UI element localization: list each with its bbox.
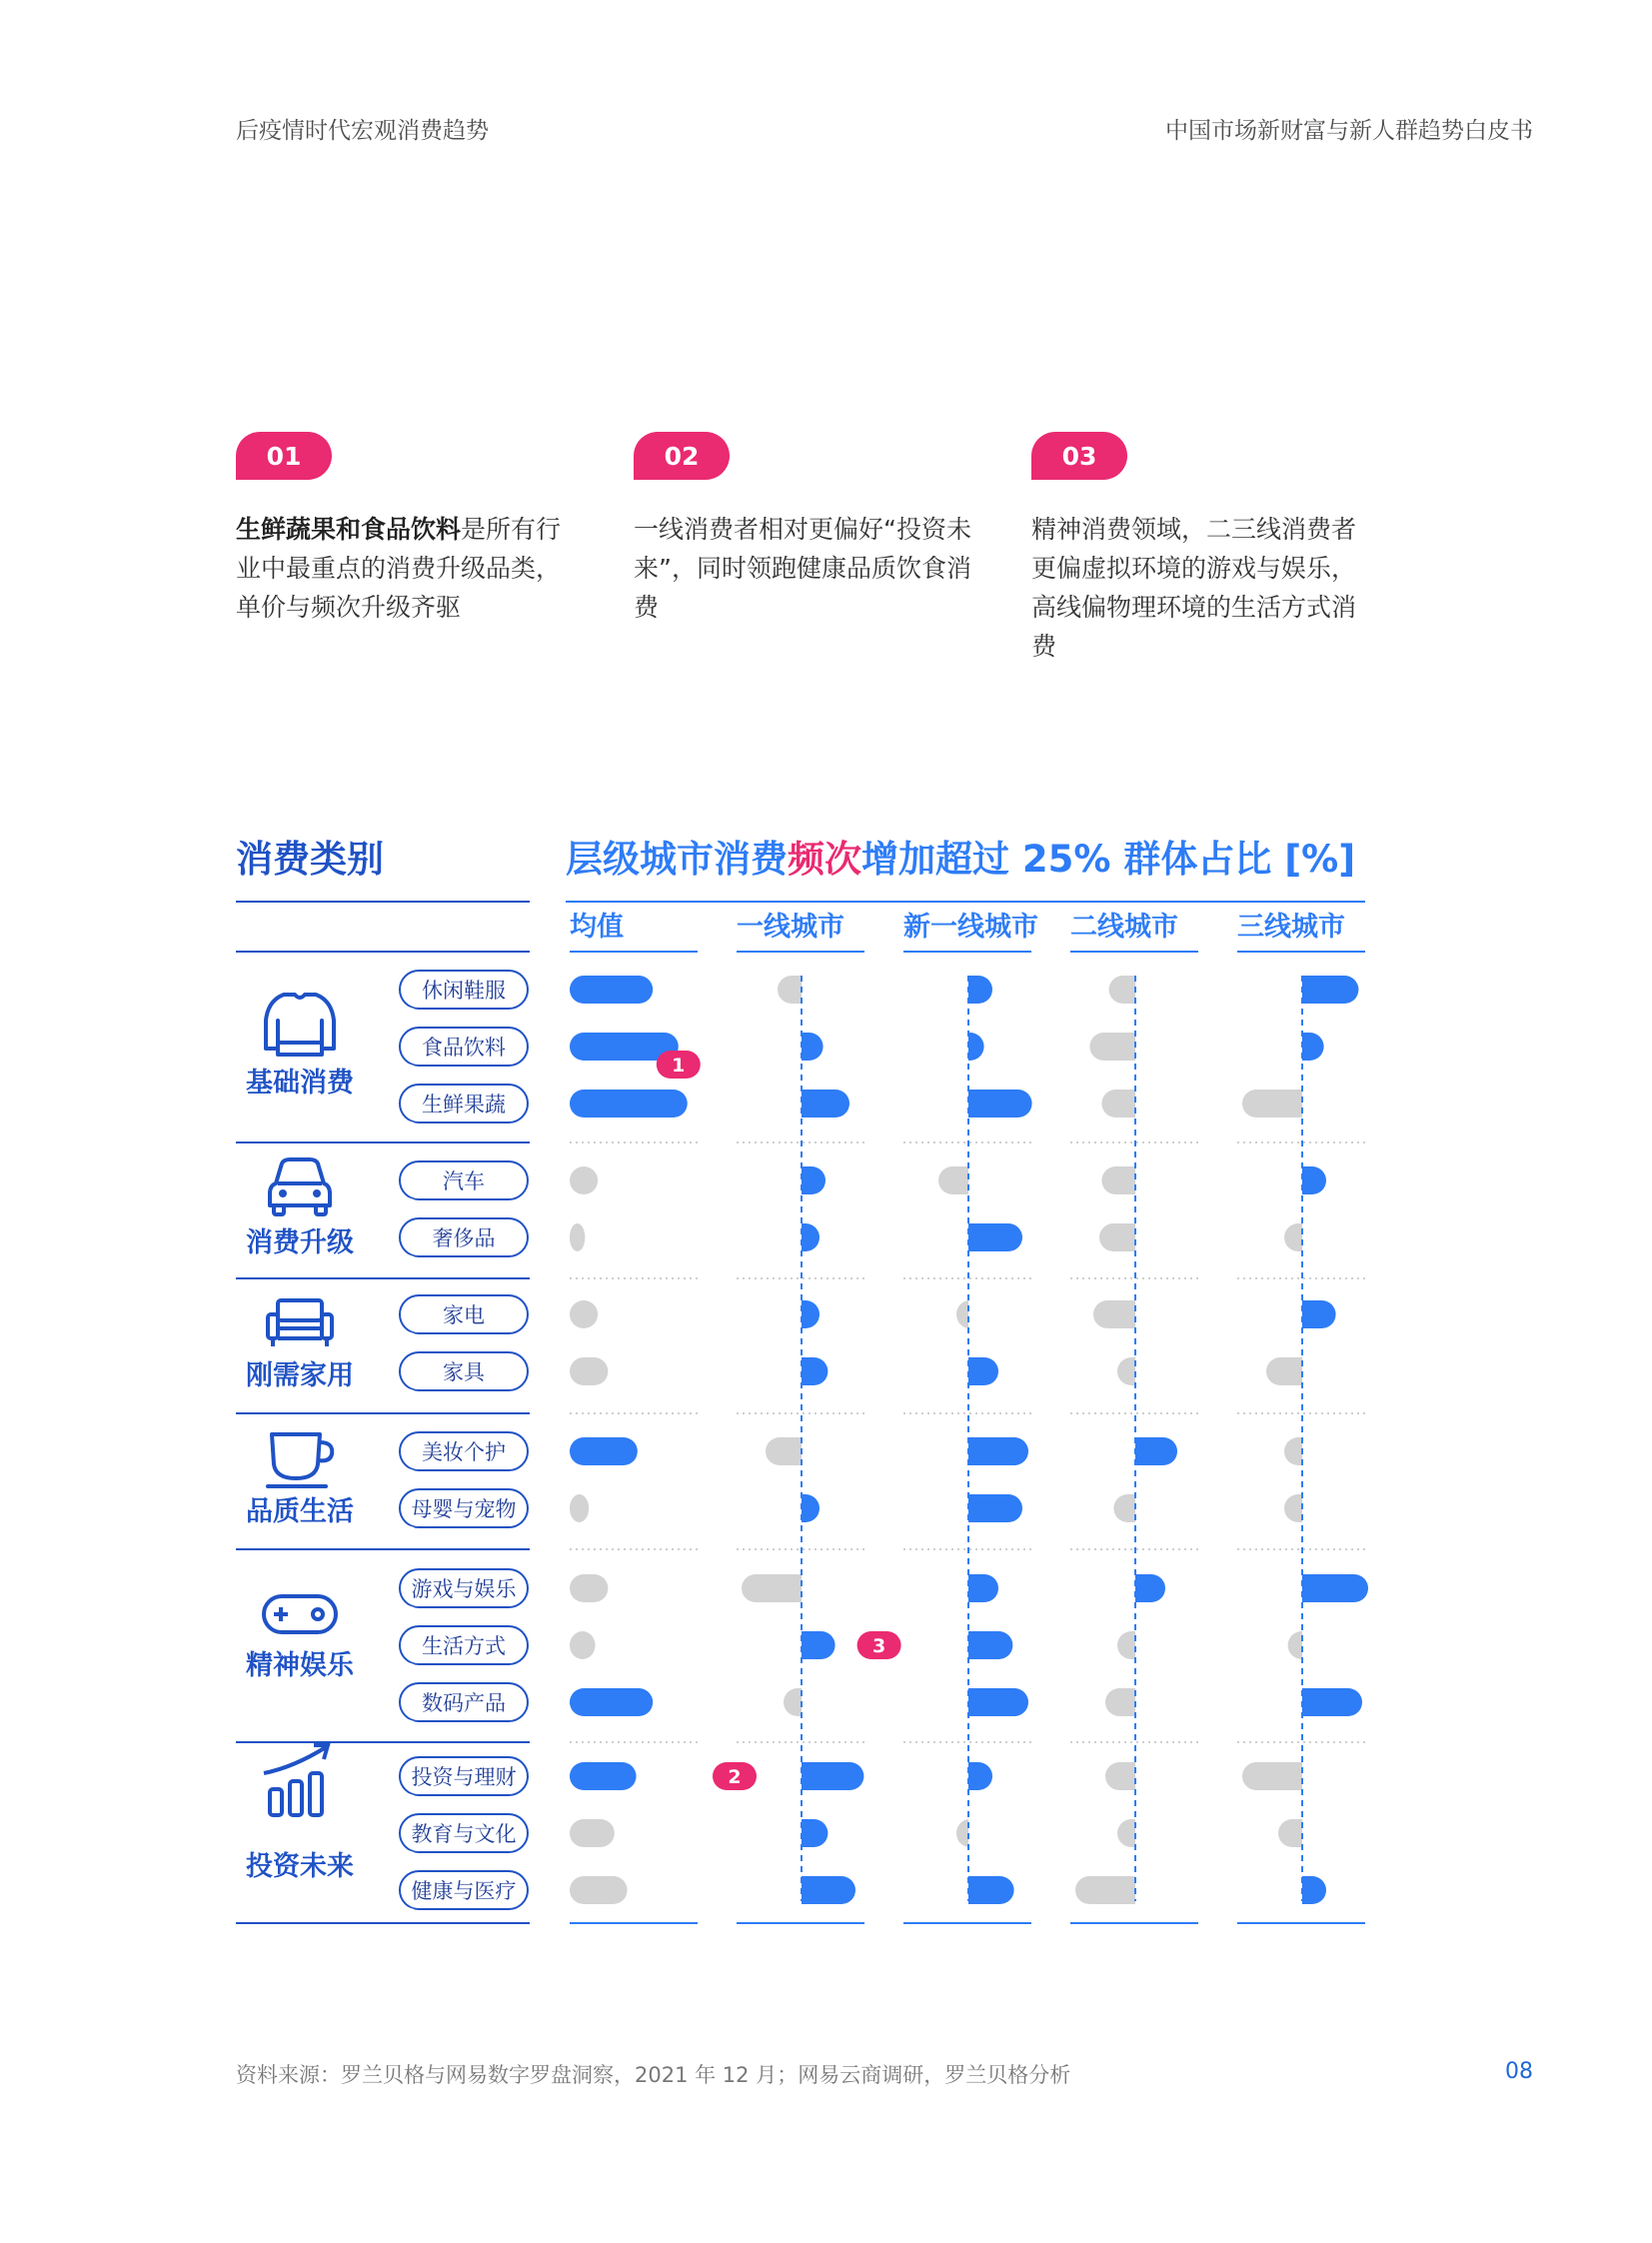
bar-edge-mask: [1302, 1493, 1317, 1523]
key-point-2-body: 一线消费者相对更偏好“投资未来”，同时领跑健康品质饮食消费: [634, 515, 971, 622]
category-label: 食品饮料: [422, 1036, 506, 1060]
bar-edge-mask: [953, 975, 968, 1005]
bar-edge-mask: [1135, 1761, 1150, 1791]
category-label: 家具: [443, 1360, 485, 1384]
average-bar: [570, 1357, 608, 1385]
bar-edge-mask: [1287, 1875, 1302, 1905]
chart-title-highlight: 频次: [788, 838, 861, 881]
bar-edge-mask: [1287, 975, 1302, 1005]
average-bar: [570, 1762, 637, 1790]
bar-edge-mask: [787, 1165, 802, 1195]
bar-edge-mask: [787, 1089, 802, 1119]
bar-edge-mask: [1287, 1299, 1302, 1329]
bar-edge-mask: [953, 1436, 968, 1466]
column-header: 新一线城市: [903, 912, 1038, 943]
key-point-3-badge: 03: [1031, 432, 1127, 480]
bar-edge-mask: [1135, 1875, 1150, 1905]
annotation-label: 3: [871, 1635, 886, 1657]
bar-edge-mask: [1302, 1630, 1317, 1660]
page-number: 08: [1505, 2059, 1533, 2084]
bar-edge-mask: [802, 1687, 817, 1717]
left-column-header: 消费类别: [236, 838, 384, 881]
category-label: 游戏与娱乐: [411, 1577, 517, 1601]
bar-edge-mask: [953, 1875, 968, 1905]
bar-edge-mask: [953, 1573, 968, 1603]
chart-title-prefix: 层级城市消费: [566, 838, 788, 881]
bar-edge-mask: [1287, 1165, 1302, 1195]
bar-edge-mask: [1302, 1436, 1317, 1466]
average-bar: [570, 1223, 585, 1251]
bar-edge-mask: [787, 1875, 802, 1905]
bar-edge-mask: [1287, 1032, 1302, 1062]
sweater-icon: [266, 995, 334, 1055]
bar-edge-mask: [1135, 1630, 1150, 1660]
category-label: 数码产品: [422, 1691, 506, 1715]
average-bar: [570, 1876, 628, 1904]
bar-edge-mask: [953, 1630, 968, 1660]
bar-edge-mask: [802, 975, 817, 1005]
bar-edge-mask: [1135, 1165, 1150, 1195]
group-label: 品质生活: [246, 1496, 354, 1527]
bar-edge-mask: [1120, 1573, 1135, 1603]
key-point-1-highlight: 生鲜蔬果和食品饮料: [236, 515, 462, 544]
bar-edge-mask: [1135, 1299, 1150, 1329]
average-bar: [570, 1819, 615, 1847]
column-header: 三线城市: [1237, 912, 1345, 943]
category-label: 汽车: [443, 1169, 485, 1193]
column-header: 均值: [570, 912, 624, 943]
gamepad-icon: [264, 1596, 336, 1632]
chart-layer: [236, 838, 1368, 1923]
source-note: 资料来源：罗兰贝格与网易数字罗盘洞察，2021 年 12 月；网易云商调研，罗兰贝格分析: [236, 2063, 1071, 2087]
bar-edge-mask: [1302, 1818, 1317, 1848]
key-point-1-body: 是所有行业中最重点的消费升级品类，单价与频次升级齐驱: [236, 515, 562, 622]
bar-edge-mask: [953, 1687, 968, 1717]
bar-edge-mask: [1135, 1089, 1150, 1119]
group-label: 投资未来: [246, 1851, 354, 1882]
category-label: 休闲鞋服: [422, 979, 506, 1003]
chart-title-suffix: 增加超过 25% 群体占比 [%]: [861, 838, 1356, 881]
category-label: 美妆个护: [422, 1440, 506, 1464]
bar-edge-mask: [968, 1299, 983, 1329]
key-point-1-badge: 01: [236, 432, 332, 480]
bar-edge-mask: [787, 1761, 802, 1791]
bar-edge-mask: [953, 1089, 968, 1119]
bar-edge-mask: [953, 1032, 968, 1062]
average-bar: [570, 1574, 608, 1602]
chart-title: [566, 838, 1355, 881]
bar-edge-mask: [953, 1761, 968, 1791]
average-bar: [570, 1631, 596, 1659]
cup-icon: [268, 1434, 332, 1486]
category-label: 生活方式: [422, 1634, 506, 1658]
header-left-title: 后疫情时代宏观消费趋势: [236, 118, 489, 144]
bar-edge-mask: [787, 1630, 802, 1660]
category-label: 生鲜果蔬: [422, 1093, 506, 1117]
bar-edge-mask: [787, 1356, 802, 1386]
category-label: 教育与文化: [411, 1822, 517, 1846]
bar-edge-mask: [1135, 975, 1150, 1005]
average-bar: [570, 1090, 688, 1118]
bar-edge-mask: [1120, 1436, 1135, 1466]
bar-edge-mask: [802, 1573, 817, 1603]
growth-chart-icon: [264, 1745, 328, 1815]
average-bar: [570, 1688, 653, 1716]
group-label: 基础消费: [246, 1068, 354, 1099]
category-label: 健康与医疗: [411, 1879, 517, 1903]
annotation-label: 1: [672, 1055, 686, 1077]
bar-edge-mask: [1135, 1222, 1150, 1252]
bar-edge-mask: [787, 1818, 802, 1848]
bar-edge-mask: [1302, 1222, 1317, 1252]
bar-edge-mask: [1135, 1687, 1150, 1717]
group-label: 消费升级: [246, 1227, 354, 1258]
bar-edge-mask: [968, 1818, 983, 1848]
bar-edge-mask: [802, 1436, 817, 1466]
bar-edge-mask: [1302, 1761, 1317, 1791]
bar-edge-mask: [787, 1222, 802, 1252]
key-point-2-badge: 02: [634, 432, 730, 480]
header-right-title: 中国市场新财富与新人群趋势白皮书: [1165, 118, 1533, 144]
bar-edge-mask: [968, 1165, 983, 1195]
bar-edge-mask: [1302, 1356, 1317, 1386]
bar-edge-mask: [1302, 1089, 1317, 1119]
category-label: 母婴与宠物: [411, 1497, 517, 1521]
average-bar: [570, 1300, 598, 1328]
bar-edge-mask: [787, 1493, 802, 1523]
bar-edge-mask: [953, 1493, 968, 1523]
category-label: 奢侈品: [432, 1226, 496, 1250]
bar-edge-mask: [1135, 1356, 1150, 1386]
column-header: 一线城市: [737, 912, 844, 943]
bar-edge-mask: [787, 1299, 802, 1329]
bar-edge-mask: [1287, 1573, 1302, 1603]
bar-edge-mask: [787, 1032, 802, 1062]
average-bar: [570, 1437, 638, 1465]
bar-edge-mask: [953, 1222, 968, 1252]
group-label: 刚需家用: [246, 1360, 354, 1391]
bar-edge-mask: [953, 1356, 968, 1386]
sofa-icon: [268, 1300, 332, 1346]
car-icon: [270, 1159, 330, 1214]
bar-edge-mask: [1287, 1687, 1302, 1717]
key-point-3-body: 精神消费领域，二三线消费者更偏虚拟环境的游戏与娱乐，高线偏物理环境的生活方式消费: [1031, 515, 1357, 661]
average-bar: [570, 1166, 598, 1194]
average-bar: [570, 976, 653, 1004]
bar-edge-mask: [1135, 1493, 1150, 1523]
column-header: 二线城市: [1070, 912, 1178, 943]
average-bar: [570, 1494, 589, 1522]
annotation-label: 2: [728, 1766, 742, 1788]
category-label: 投资与理财: [411, 1765, 517, 1789]
bar-edge-mask: [1135, 1818, 1150, 1848]
bar-edge-mask: [1135, 1032, 1150, 1062]
category-label: 家电: [443, 1303, 485, 1327]
group-label: 精神娱乐: [246, 1650, 354, 1681]
